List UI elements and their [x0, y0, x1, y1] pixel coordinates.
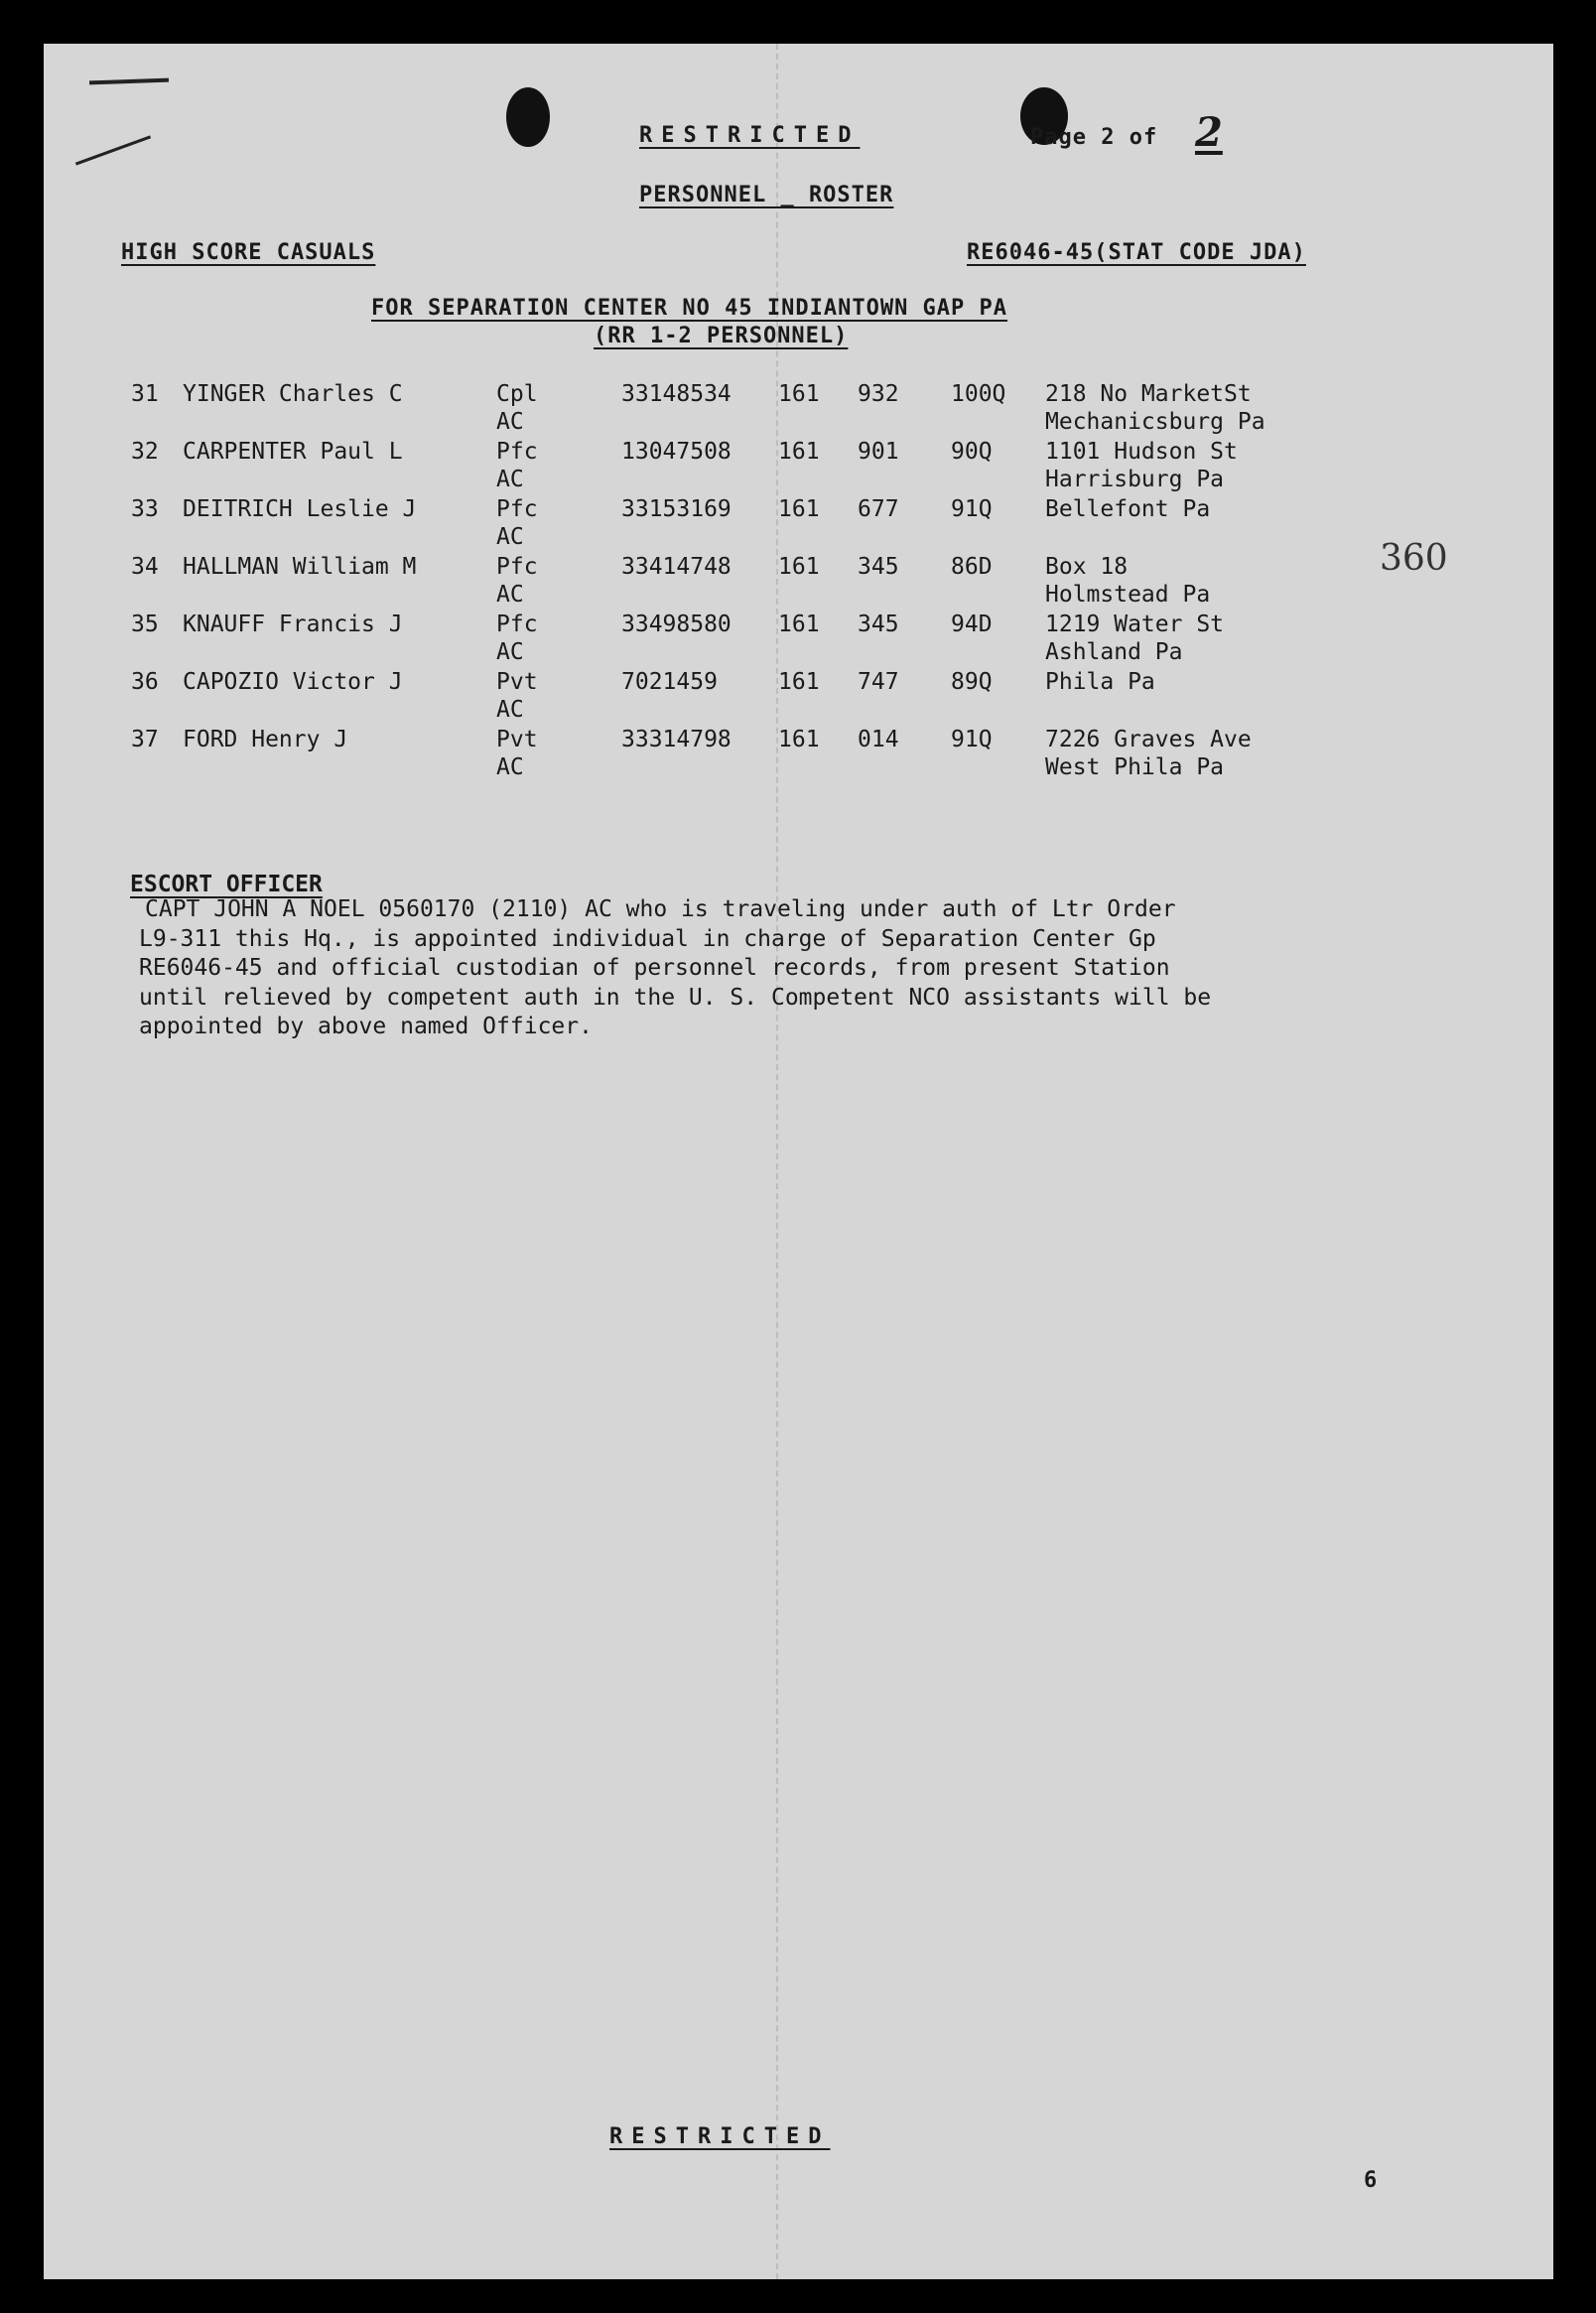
classification-header: RESTRICTED [639, 123, 861, 148]
roster-name: CARPENTER Paul L [183, 439, 403, 465]
roster-score: 100Q [951, 381, 1006, 407]
roster-grade: Pfc [496, 496, 538, 522]
roster-address1: 7226 Graves Ave [1045, 727, 1252, 752]
roster-grade: Pvt [496, 727, 538, 752]
roster-address2: Ashland Pa [1045, 639, 1183, 665]
roster-arm: AC [496, 524, 524, 550]
roster-serial: 13047508 [621, 439, 732, 465]
roster-arm: AC [496, 582, 524, 608]
right-heading: RE6046-45(STAT CODE JDA) [967, 240, 1306, 265]
roster-code: 161 [778, 439, 820, 465]
roster-mos: 014 [858, 727, 899, 752]
roster-code: 161 [778, 612, 820, 637]
roster-address1: 1101 Hudson St [1045, 439, 1238, 465]
document-page [44, 44, 1553, 2279]
roster-score: 94D [951, 612, 993, 637]
roster-mos: 677 [858, 496, 899, 522]
roster-no: 33 [131, 496, 159, 522]
roster-no: 37 [131, 727, 159, 752]
escort-line: L9-311 this Hq., is appointed individual in charge of Separation Center Gp [139, 925, 1156, 952]
roster-address1: 218 No MarketSt [1045, 381, 1252, 407]
roster-subtitle: (RR 1-2 PERSONNEL) [594, 324, 849, 348]
roster-grade: Pfc [496, 554, 538, 580]
roster-code: 161 [778, 669, 820, 695]
page-total: 2 [1195, 109, 1223, 156]
roster-address1: Bellefont Pa [1045, 496, 1211, 522]
roster-no: 35 [131, 612, 159, 637]
roster-name: HALLMAN William M [183, 554, 417, 580]
roster-score: 91Q [951, 496, 993, 522]
roster-code: 161 [778, 727, 820, 752]
roster-name: DEITRICH Leslie J [183, 496, 417, 522]
roster-no: 34 [131, 554, 159, 580]
escort-line: appointed by above named Officer. [139, 1014, 593, 1039]
roster-mos: 901 [858, 439, 899, 465]
roster-mos: 747 [858, 669, 899, 695]
roster-serial: 33148534 [621, 381, 732, 407]
page-label: Page 2 of [1030, 125, 1158, 150]
corner-mark: 6 [1364, 2168, 1379, 2193]
fold-line [776, 44, 778, 2279]
roster-score: 91Q [951, 727, 993, 752]
roster-arm: AC [496, 697, 524, 723]
left-heading: HIGH SCORE CASUALS [121, 240, 376, 265]
roster-score: 89Q [951, 669, 993, 695]
roster-code: 161 [778, 381, 820, 407]
roster-title: PERSONNEL _ ROSTER [639, 183, 894, 207]
roster-address2: Harrisburg Pa [1045, 467, 1225, 492]
roster-score: 86D [951, 554, 993, 580]
roster-score: 90Q [951, 439, 993, 465]
roster-arm: AC [496, 639, 524, 665]
punch-hole-left [506, 87, 550, 147]
roster-arm: AC [496, 467, 524, 492]
stray-mark [89, 78, 169, 85]
roster-mos: 345 [858, 554, 899, 580]
roster-address1: 1219 Water St [1045, 612, 1225, 637]
roster-grade: Pfc [496, 612, 538, 637]
roster-name: KNAUFF Francis J [183, 612, 403, 637]
stray-mark [75, 135, 151, 165]
margin-number: 360 [1380, 538, 1448, 579]
roster-address2: Holmstead Pa [1045, 582, 1211, 608]
roster-mos: 345 [858, 612, 899, 637]
roster-mos: 932 [858, 381, 899, 407]
roster-grade: Pfc [496, 439, 538, 465]
escort-paragraph [139, 895, 1212, 1042]
roster-address1: Phila Pa [1045, 669, 1155, 695]
roster-serial: 33498580 [621, 612, 732, 637]
roster-grade: Pvt [496, 669, 538, 695]
roster-address1: Box 18 [1045, 554, 1129, 580]
classification-footer: RESTRICTED [609, 2124, 831, 2149]
escort-line: CAPT JOHN A NOEL 0560170 (2110) AC who is traveling under auth of Ltr Order [145, 896, 1176, 922]
roster-name: CAPOZIO Victor J [183, 669, 403, 695]
roster-code: 161 [778, 496, 820, 522]
roster-address2: Mechanicsburg Pa [1045, 409, 1265, 435]
roster-name: YINGER Charles C [183, 381, 403, 407]
destination-heading: FOR SEPARATION CENTER NO 45 INDIANTOWN GAP PA [371, 296, 1008, 321]
roster-serial: 33414748 [621, 554, 732, 580]
roster-serial: 33314798 [621, 727, 732, 752]
roster-arm: AC [496, 754, 524, 780]
roster-code: 161 [778, 554, 820, 580]
roster-no: 31 [131, 381, 159, 407]
roster-no: 32 [131, 439, 159, 465]
roster-serial: 33153169 [621, 496, 732, 522]
roster-grade: Cpl [496, 381, 538, 407]
escort-heading: ESCORT OFFICER [130, 872, 323, 897]
roster-name: FORD Henry J [183, 727, 348, 752]
roster-arm: AC [496, 409, 524, 435]
roster-serial: 7021459 [621, 669, 718, 695]
roster-address2: West Phila Pa [1045, 754, 1225, 780]
escort-line: until relieved by competent auth in the U. S. Competent NCO assistants will be [139, 984, 1212, 1011]
roster-no: 36 [131, 669, 159, 695]
escort-line: RE6046-45 and official custodian of personnel records, from present Station [139, 955, 1170, 981]
